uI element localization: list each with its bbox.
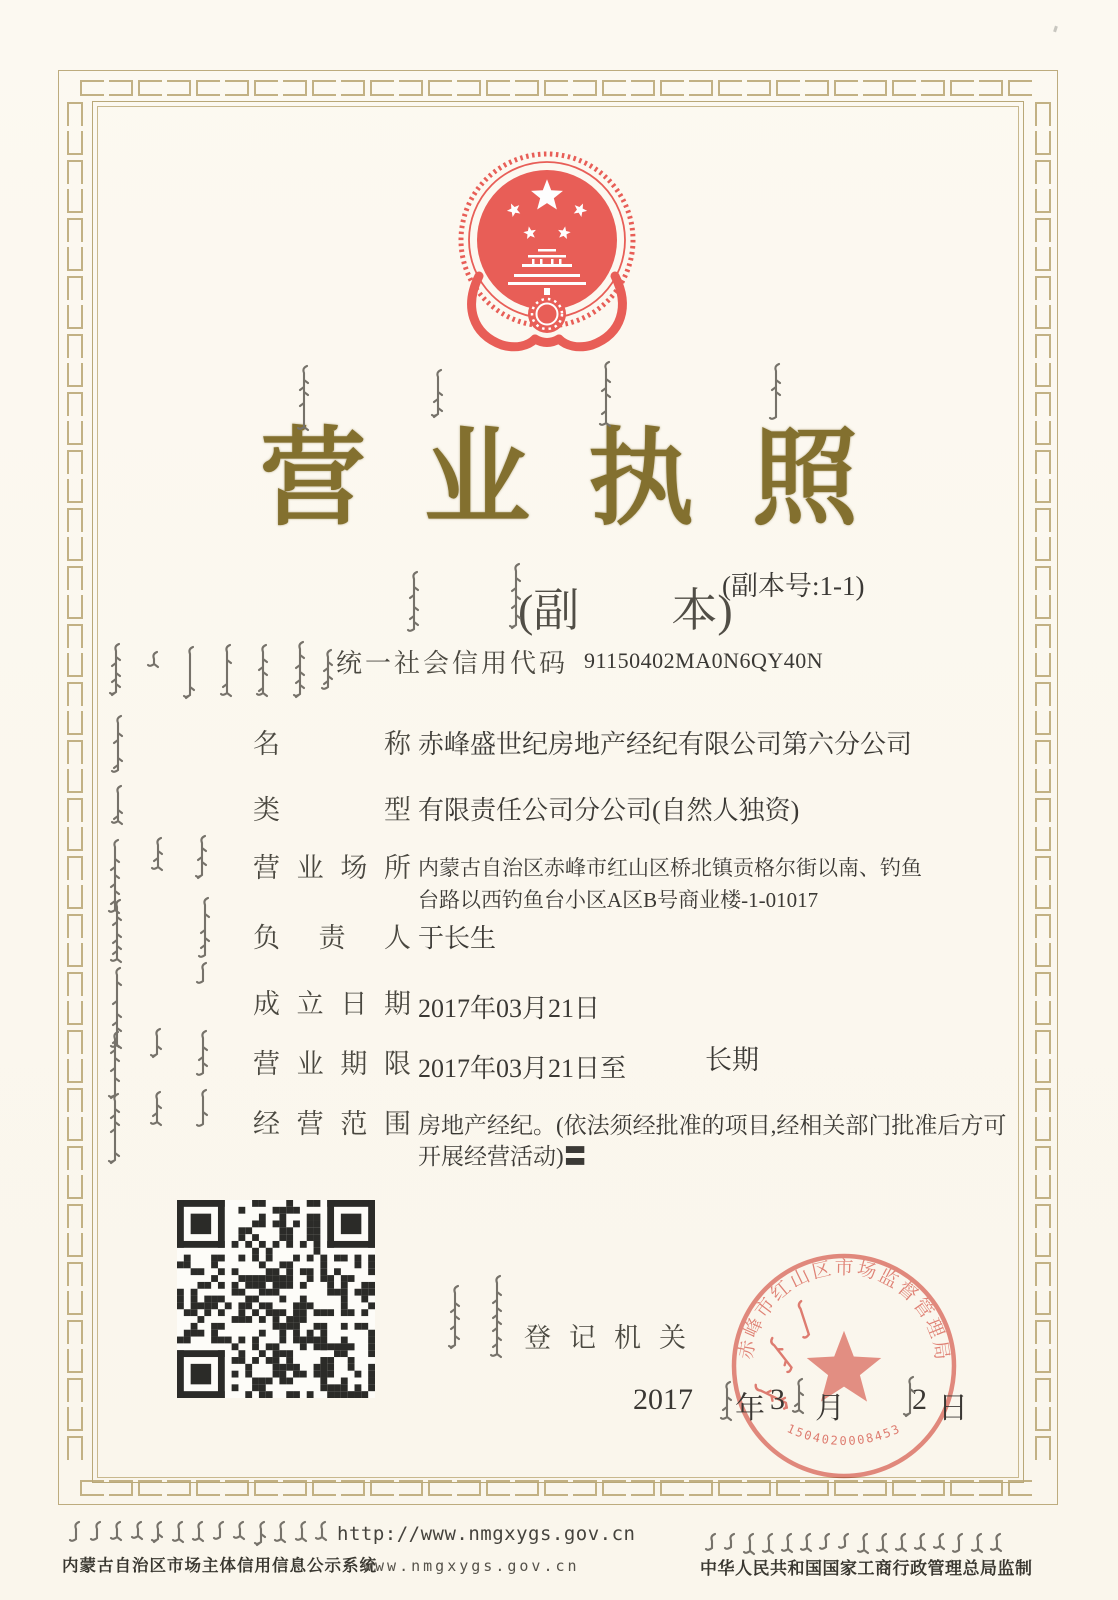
official-seal <box>712 1242 976 1494</box>
meander-tile <box>67 682 83 706</box>
meander-tile <box>67 1378 83 1402</box>
meander-tile <box>428 80 452 96</box>
meander-tile <box>1035 160 1051 184</box>
field-label-char: 人 <box>384 923 411 953</box>
meander-tile <box>138 80 162 96</box>
mongolian-script-mark <box>184 645 200 703</box>
meander-tile <box>67 1233 83 1257</box>
meander-border-right <box>1032 102 1054 1474</box>
meander-tile <box>1035 1349 1051 1373</box>
meander-tile <box>1035 102 1051 126</box>
field-label-char: 期 <box>383 989 411 1019</box>
meander-tile <box>254 80 278 96</box>
mongolian-script-mark <box>953 1532 969 1558</box>
meander-tile <box>1035 1030 1051 1054</box>
meander-tile <box>67 131 83 155</box>
meander-tile <box>1035 624 1051 648</box>
field-value: 房地产经纪。(依法须经批准的项目,经相关部门批准后方可开展经营活动)〓 <box>418 1113 1007 1169</box>
meander-tile <box>67 769 83 793</box>
meander-tile <box>67 1088 83 1112</box>
meander-tile <box>341 80 365 96</box>
field-label <box>253 846 411 885</box>
meander-tile <box>544 80 568 96</box>
field-value: 内蒙古自治区赤峰市红山区桥北镇贡格尔街以南、钓鱼台路以西钓鱼台小区A区B号商业楼-1-01017 <box>418 856 922 912</box>
meander-tile <box>776 80 800 96</box>
meander-tile <box>67 1059 83 1083</box>
mongolian-script-mark <box>152 1520 168 1550</box>
field-label-char: 围 <box>383 1109 411 1139</box>
meander-tile <box>1035 1233 1051 1257</box>
meander-tile <box>689 80 713 96</box>
mongolian-script-mark <box>199 896 215 960</box>
meander-tile <box>283 80 307 96</box>
mongolian-script-mark <box>896 1532 912 1558</box>
meander-tile <box>67 102 83 126</box>
footer-url-http: http://www.nmgxygs.gov.cn <box>337 1523 636 1545</box>
issue-date-month-unit: 月 <box>815 1392 845 1425</box>
field-label-char: 业 <box>296 1049 324 1079</box>
field-label-char: 所 <box>383 853 411 883</box>
mongolian-script-mark <box>915 1532 931 1558</box>
mongolian-script-mark <box>510 562 526 636</box>
meander-tile <box>602 80 626 96</box>
meander-tile <box>1035 1204 1051 1228</box>
issue-date-day: 2 <box>912 1383 927 1416</box>
meander-tile <box>67 740 83 764</box>
meander-tile <box>80 80 104 96</box>
meander-tile <box>67 334 83 358</box>
mongolian-script-mark <box>193 1520 209 1550</box>
scan-speck <box>1053 26 1058 33</box>
mongolian-script-mark <box>257 643 273 705</box>
meander-tile <box>67 1204 83 1228</box>
seal-authority-text: 赤峰市红山区市场监督管理局 <box>735 1257 953 1364</box>
footer-system-url: www.nmgxygs.gov.cn <box>363 1557 580 1575</box>
meander-tile <box>67 1262 83 1286</box>
field-label-char: 场 <box>340 853 368 883</box>
meander-tile <box>67 1030 83 1054</box>
mongolian-script-mark <box>408 570 424 640</box>
field-label <box>253 982 411 1021</box>
meander-tile <box>486 80 510 96</box>
meander-tile <box>67 943 83 967</box>
mongolian-script-mark <box>221 643 237 705</box>
mongolian-script-mark <box>763 1532 779 1558</box>
mongolian-script-mark <box>600 360 616 436</box>
meander-tile <box>1035 827 1051 851</box>
meander-tile <box>1035 914 1051 938</box>
meander-tile <box>1035 566 1051 590</box>
meander-tile <box>67 276 83 300</box>
field-label-char: 期 <box>340 1049 368 1079</box>
mongolian-script-mark <box>432 368 448 426</box>
meander-tile <box>1035 276 1051 300</box>
field-value: 于长生 <box>418 924 497 953</box>
meander-tile <box>67 1175 83 1199</box>
mongolian-script-mark <box>255 1520 271 1550</box>
mongolian-script-mark <box>109 1092 125 1170</box>
mongolian-script-mark <box>744 1532 760 1558</box>
field-value: 赤峰盛世纪房地产经纪有限公司第六分公司 <box>418 730 913 759</box>
mongolian-script-mark <box>148 650 164 678</box>
meander-tile <box>67 160 83 184</box>
meander-border-left <box>64 102 86 1474</box>
field-label-char: 类 <box>253 795 280 825</box>
meander-tile <box>573 80 597 96</box>
field-label <box>253 916 411 955</box>
field-label-char: 限 <box>383 1049 411 1079</box>
meander-tile <box>979 80 1003 96</box>
meander-tile <box>67 595 83 619</box>
mongolian-script-mark <box>858 1532 874 1558</box>
field-label-char: 营 <box>253 853 280 883</box>
meander-tile <box>67 1407 83 1431</box>
qr-code <box>177 1200 375 1398</box>
meander-tile <box>67 885 83 909</box>
mongolian-script-mark <box>112 714 128 782</box>
meander-tile <box>67 827 83 851</box>
meander-tile <box>1035 1378 1051 1402</box>
mongolian-script-mark <box>151 1027 167 1063</box>
meander-tile <box>660 80 684 96</box>
mongolian-script-mark <box>725 1532 741 1558</box>
national-emblem-icon <box>452 148 642 366</box>
license-copy-subtitle: (副 本) <box>518 585 733 636</box>
meander-tile <box>370 80 394 96</box>
mongolian-script-mark <box>793 1377 809 1423</box>
meander-tile <box>67 218 83 242</box>
mongolian-script-mark <box>770 362 786 430</box>
meander-tile <box>950 80 974 96</box>
meander-tile <box>67 914 83 938</box>
mongolian-script-mark <box>298 364 314 434</box>
mongolian-script-mark <box>820 1532 836 1558</box>
mongolian-script-mark <box>491 1274 507 1360</box>
field-label-char: 型 <box>384 795 411 825</box>
field-label-char: 业 <box>296 853 324 883</box>
meander-tile <box>67 537 83 561</box>
mongolian-script-mark <box>991 1532 1007 1558</box>
meander-tile <box>747 80 771 96</box>
meander-tile <box>67 972 83 996</box>
field-label-char: 负 <box>253 923 280 953</box>
mongolian-script-mark <box>110 642 126 706</box>
field-value: 2017年03月21日 <box>418 994 601 1023</box>
registration-authority-label: 登记机关 <box>524 1323 704 1353</box>
meander-tile <box>196 80 220 96</box>
mongolian-script-mark <box>782 1532 798 1558</box>
meander-tile <box>1035 1088 1051 1112</box>
mongolian-script-mark <box>197 961 213 993</box>
mongolian-script-mark <box>316 1520 332 1550</box>
meander-tile <box>67 247 83 271</box>
mongolian-script-mark <box>706 1532 722 1558</box>
meander-tile <box>1035 1436 1051 1460</box>
field-label-char: 日 <box>340 989 368 1019</box>
meander-tile <box>67 305 83 329</box>
field-label-char: 责 <box>318 923 346 953</box>
meander-tile <box>67 711 83 735</box>
field-label <box>253 722 411 761</box>
issue-date-year-unit: 年 <box>735 1392 765 1425</box>
mongolian-script-mark <box>132 1520 148 1550</box>
meander-tile <box>515 80 539 96</box>
meander-tile <box>1035 798 1051 822</box>
meander-tile <box>225 80 249 96</box>
mongolian-script-mark <box>934 1532 950 1558</box>
meander-tile <box>67 566 83 590</box>
meander-tile <box>67 189 83 213</box>
meander-tile <box>1035 856 1051 880</box>
field-value: 有限责任公司分公司(自然人独资) <box>418 796 800 825</box>
mongolian-script-mark <box>70 1520 86 1550</box>
meander-tile <box>631 80 655 96</box>
meander-tile <box>67 1117 83 1141</box>
issue-date-day-unit: 日 <box>938 1392 968 1425</box>
meander-tile <box>167 80 191 96</box>
issue-date-year: 2017 <box>633 1383 693 1416</box>
meander-tile <box>1035 595 1051 619</box>
mongolian-script-mark <box>296 1520 312 1550</box>
meander-tile <box>1035 218 1051 242</box>
mongolian-script-mark <box>173 1520 189 1550</box>
field-value-extra: 长期 <box>705 1045 759 1075</box>
meander-tile <box>67 798 83 822</box>
meander-tile <box>1035 943 1051 967</box>
meander-tile <box>1035 1262 1051 1286</box>
field-label <box>253 788 411 827</box>
meander-tile <box>1035 1175 1051 1199</box>
mongolian-script-mark <box>972 1532 988 1558</box>
mongolian-script-mark <box>197 1088 213 1134</box>
meander-tile <box>892 80 916 96</box>
mongolian-script-mark <box>197 1029 213 1079</box>
meander-tile <box>67 1349 83 1373</box>
field-label-char: 营 <box>296 1109 324 1139</box>
license-title: 营业执照 <box>260 420 916 538</box>
meander-tile <box>1035 537 1051 561</box>
meander-tile <box>312 80 336 96</box>
meander-tile <box>67 1320 83 1344</box>
field-label-char: 名 <box>253 729 280 759</box>
mongolian-script-mark <box>151 1090 167 1128</box>
mongolian-script-mark <box>839 1532 855 1558</box>
mongolian-script-mark <box>214 1520 230 1550</box>
meander-tile <box>67 856 83 880</box>
meander-tile <box>1035 972 1051 996</box>
meander-tile <box>1035 740 1051 764</box>
mongolian-script-mark <box>449 1284 465 1358</box>
meander-tile <box>109 80 133 96</box>
field-label-char: 经 <box>253 1109 280 1139</box>
meander-tile <box>863 80 887 96</box>
mongolian-script-mark <box>152 836 168 874</box>
meander-tile <box>1035 131 1051 155</box>
mongolian-script-mark <box>111 898 127 966</box>
meander-tile <box>1035 653 1051 677</box>
meander-tile <box>1008 80 1032 96</box>
meander-tile <box>67 363 83 387</box>
meander-tile <box>67 653 83 677</box>
meander-tile <box>805 80 829 96</box>
meander-tile <box>1035 334 1051 358</box>
meander-tile <box>67 1436 83 1460</box>
field-value: 2017年03月21日至 <box>418 1054 627 1083</box>
meander-tile <box>67 1146 83 1170</box>
meander-tile <box>457 80 481 96</box>
mongolian-script-mark <box>721 1380 737 1424</box>
mongolian-script-mark <box>112 784 128 834</box>
mongolian-script-mark <box>904 1375 920 1423</box>
meander-tile <box>1035 1117 1051 1141</box>
mongolian-script-mark <box>801 1532 817 1558</box>
mongolian-script-mark <box>275 1520 291 1550</box>
meander-tile <box>1035 682 1051 706</box>
meander-tile <box>1035 1001 1051 1025</box>
meander-tile <box>67 392 83 416</box>
meander-tile <box>718 80 742 96</box>
meander-tile <box>921 80 945 96</box>
meander-tile <box>1035 1291 1051 1315</box>
footer-system-name: 内蒙古自治区市场主体信用信息公示系统 <box>62 1557 377 1575</box>
meander-tile <box>1035 885 1051 909</box>
meander-tile <box>67 1001 83 1025</box>
meander-tile <box>67 1291 83 1315</box>
field-label-char: 立 <box>296 989 324 1019</box>
mongolian-script-mark <box>877 1532 893 1558</box>
meander-tile <box>1035 189 1051 213</box>
mongolian-script-mark <box>322 648 338 696</box>
meander-tile <box>1035 769 1051 793</box>
issue-date-month: 3 <box>770 1383 785 1416</box>
field-label-char: 成 <box>253 989 280 1019</box>
credit-code-label: 统一社会信用代码 <box>336 648 569 678</box>
meander-tile <box>1035 711 1051 735</box>
meander-border-top <box>80 77 1038 99</box>
mongolian-script-mark <box>91 1520 107 1550</box>
meander-tile <box>1035 1059 1051 1083</box>
copy-number: (副本号:1-1) <box>722 571 865 601</box>
meander-tile <box>67 624 83 648</box>
field-label <box>253 1102 411 1141</box>
meander-tile <box>1035 363 1051 387</box>
meander-tile <box>834 80 858 96</box>
mongolian-script-mark <box>234 1520 250 1550</box>
meander-tile <box>1035 305 1051 329</box>
seal-serial-number: 1504020008453 <box>784 1421 904 1449</box>
mongolian-script-mark <box>196 834 212 888</box>
field-label-char: 营 <box>253 1049 280 1079</box>
meander-tile <box>1035 1146 1051 1170</box>
meander-tile <box>1035 1320 1051 1344</box>
field-label-char: 称 <box>384 729 411 759</box>
meander-tile <box>1035 1407 1051 1431</box>
meander-tile <box>399 80 423 96</box>
field-label-char: 范 <box>340 1109 368 1139</box>
meander-tile <box>1035 392 1051 416</box>
field-label <box>253 1042 411 1081</box>
mongolian-script-mark <box>111 1520 127 1550</box>
credit-code-value: 91150402MA0N6QY40N <box>584 648 824 673</box>
mongolian-script-mark <box>294 640 310 708</box>
footer-supervisor: 中华人民共和国国家工商行政管理总局监制 <box>700 1559 1033 1578</box>
meander-tile <box>1035 247 1051 271</box>
